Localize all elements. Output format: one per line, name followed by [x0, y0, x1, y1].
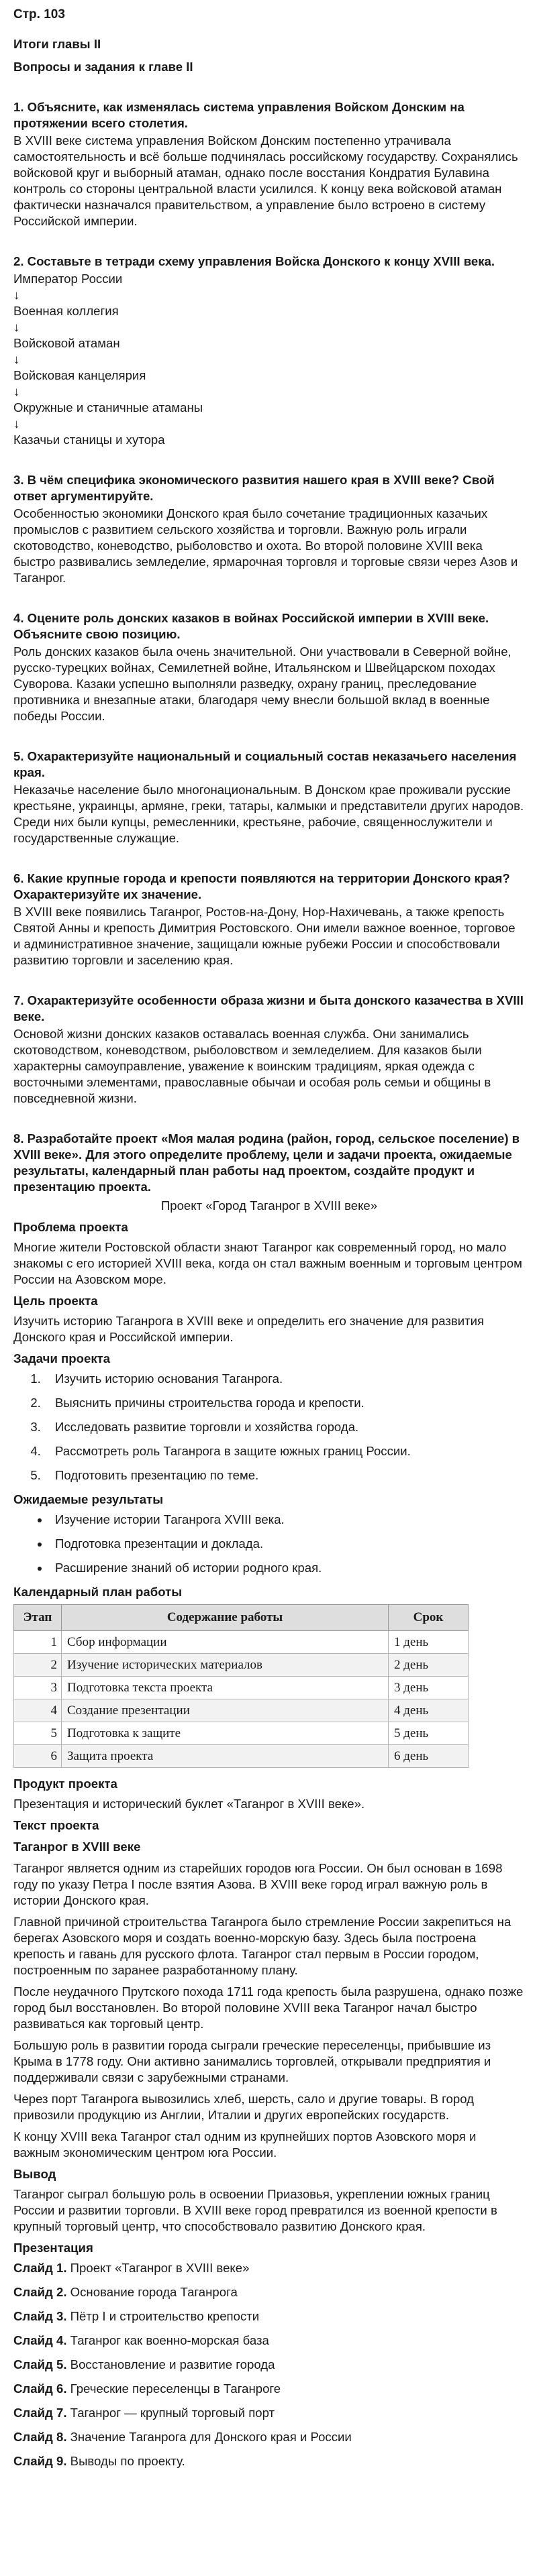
scheme-item: Войсковой атаман	[13, 336, 120, 350]
list-item: Расширение знаний об истории родного края.	[44, 1560, 525, 1576]
scheme-item: Военная коллегия	[13, 304, 119, 318]
answer-1: В XVIII веке система управления Войском Донским постепенно утрачивала самостоятельность и всё больше подчинялась российскому государству. Сохранялись войсковой круг и выборный атаман, однако после восстания Кондратия Булавина контроль со стороны центральной власти усилился. К концу века войсковой атаман фактически назначался правительством, а управление было встроено в систему Российской империи.	[13, 133, 518, 228]
slide-item	[13, 2453, 525, 2469]
goal-heading: Цель проекта	[13, 1294, 98, 1308]
tasks-heading: Задачи проекта	[13, 1351, 111, 1365]
list-item: 4. Рассмотреть роль Таганрога в защите южных границ России.	[44, 1443, 525, 1459]
down-arrow-icon: ↓	[13, 352, 20, 366]
chapter-title: Итоги главы II	[13, 37, 101, 51]
slide-text: Значение Таганрога для Донского края и России	[66, 2430, 352, 2444]
slide-text: Пётр I и строительство крепости	[66, 2309, 260, 2323]
term-cell: 6 день	[389, 1745, 469, 1768]
term-cell: 1 день	[389, 1631, 469, 1654]
slide-item	[13, 2405, 525, 2421]
scheme-item: Император России	[13, 272, 123, 286]
project-paragraph: Через порт Таганрога вывозились хлеб, шерсть, сало и другие товары. В город привозили продукцию из Англии, Италии и других европейских государств.	[13, 2092, 474, 2122]
stage-cell: 3	[14, 1677, 62, 1699]
slide-text: Таганрог — крупный торговый порт	[66, 2406, 275, 2420]
column-header: Этап	[14, 1605, 62, 1631]
column-header: Содержание работы	[62, 1605, 389, 1631]
slide-item	[13, 2284, 525, 2300]
conclusion-heading: Вывод	[13, 2167, 56, 2181]
page-number: Стр. 103	[13, 7, 65, 21]
table-row	[14, 1677, 469, 1699]
tasks-list	[13, 1371, 525, 1483]
stage-cell: 4	[14, 1699, 62, 1722]
slide-text: Таганрог как военно-морская база	[66, 2333, 269, 2347]
project-paragraph: Большую роль в развитии города сыграли греческие переселенцы, прибывшие из Крыма в 1778 году. Они активно занимались торговлей, открывали предприятия и поддерживали связи с зарубежными странами.	[13, 2038, 491, 2084]
column-header: Срок	[389, 1605, 469, 1631]
list-item: 5. Подготовить презентацию по теме.	[44, 1467, 525, 1483]
question-5: 5. Охарактеризуйте национальный и социальный состав неказачьего населения края.	[13, 749, 517, 779]
answer-3: Особенностью экономики Донского края было сочетание традиционных казачьих промыслов с развитием сельского хозяйства и торговли. Важную роль играли скотоводство, коневодство, рыболовство и охота. Во второй половине XVIII века быстро развивались земледелие, ярмарочная торговля и торговые связи через Азов и Таганрог.	[13, 506, 518, 585]
problem-heading: Проблема проекта	[13, 1220, 128, 1234]
slide-label: Слайд 3.	[13, 2309, 67, 2323]
answer-4: Роль донских казаков была очень значительной. Они участвовали в Северной войне, русско-турецких войнах, Семилетней войне, Итальянском и Швейцарском походах Суворова. Казаки успешно выполняли разведку, охрану границ, преследование противника и внезапные атаки, благодаря чему внесли большой вклад в военные победы России.	[13, 645, 511, 723]
plan-table	[13, 1604, 469, 1768]
list-item: Подготовка презентации и доклада.	[44, 1536, 525, 1552]
slide-label: Слайд 2.	[13, 2285, 67, 2299]
slide-item	[13, 2260, 525, 2276]
slide-text: Восстановление и развитие города	[66, 2357, 275, 2371]
slide-label: Слайд 1.	[13, 2261, 67, 2275]
answer-7: Основой жизни донских казаков оставалась военная служба. Они занимались скотоводством, коневодством, рыболовством и земледелием. Для казаков были характерны самоуправление, уважение к воинским традициям, яркая одежда с восточными элементами, православные обычаи и особая роль семьи и общины в повседневной жизни.	[13, 1027, 491, 1105]
slide-text: Основание города Таганрога	[66, 2285, 238, 2299]
scheme-item: Окружные и станичные атаманы	[13, 400, 203, 414]
question-7: 7. Охарактеризуйте особенности образа жизни и быта донского казачества в XVIII веке.	[13, 993, 524, 1023]
slide-item	[13, 2429, 525, 2445]
slide-label: Слайд 4.	[13, 2333, 67, 2347]
scheme-item: Войсковая канцелярия	[13, 368, 146, 382]
slide-label: Слайд 5.	[13, 2357, 67, 2371]
project-title: Проект «Город Таганрог в XVIII веке»	[160, 1198, 378, 1213]
question-3: 3. В чём специфика экономического развития нашего края в XVIII веке? Свой ответ аргументируйте.	[13, 473, 495, 503]
question-2: 2. Составьте в тетради схему управления Войска Донского к концу XVIII века.	[13, 254, 495, 268]
results-list	[13, 1512, 525, 1576]
content-cell: Подготовка текста проекта	[62, 1677, 389, 1699]
list-item: 1. Изучить историю основания Таганрога.	[44, 1371, 525, 1387]
goal-text: Изучить историю Таганрога в XVIII веке и определить его значение для развития Донского края и Российской империи.	[13, 1314, 485, 1344]
product-heading: Продукт проекта	[13, 1777, 117, 1791]
project-paragraph: Главной причиной строительства Таганрога было стремление России закрепиться на берегах Азовского моря и создать военно-морскую базу. Здесь была построена крепость и гавань для русского флота. Таганрог стал первым в России городом, построенным по заранее разработанному плану.	[13, 1915, 511, 1977]
stage-cell: 1	[14, 1631, 62, 1654]
slide-label: Слайд 9.	[13, 2454, 67, 2468]
conclusion-text: Таганрог сыграл большую роль в освоении Приазовья, укреплении южных границ России и развитии торговли. В XVIII веке город превратился из военной крепости в крупный торговый центр, что способствовало развитию Донского края.	[13, 2187, 497, 2233]
project-paragraph: К концу XVIII века Таганрог стал одним из крупнейших портов Азовского моря и важным экономическим центром юга России.	[13, 2129, 477, 2160]
slide-item	[13, 2357, 525, 2373]
presentation-heading: Презентация	[13, 2241, 93, 2255]
term-cell: 2 день	[389, 1654, 469, 1677]
product-text: Презентация и исторический буклет «Таганрог в XVIII веке».	[13, 1797, 365, 1811]
question-1: 1. Объясните, как изменялась система управления Войском Донским на протяжении всего столетия.	[13, 100, 465, 130]
down-arrow-icon: ↓	[13, 320, 20, 334]
term-cell: 4 день	[389, 1699, 469, 1722]
stage-cell: 5	[14, 1722, 62, 1745]
stage-cell: 6	[14, 1745, 62, 1768]
content-cell: Подготовка к защите	[62, 1722, 389, 1745]
slide-text: Проект «Таганрог в XVIII веке»	[66, 2261, 250, 2275]
results-heading: Ожидаемые результаты	[13, 1492, 164, 1506]
slide-text: Греческие переселенцы в Таганроге	[66, 2382, 281, 2396]
project-paragraph: После неудачного Прутского похода 1711 года крепость была разрушена, однако позже город был восстановлен. Во второй половине XVIII века Таганрог начал быстро развиваться как торговый центр.	[13, 1984, 524, 2031]
text-subheading: Таганрог в XVIII веке	[13, 1840, 141, 1854]
question-4: 4. Оцените роль донских казаков в войнах Российской империи в XVIII веке. Объясните свою позицию.	[13, 611, 489, 641]
table-row	[14, 1699, 469, 1722]
table-header-row	[14, 1605, 469, 1631]
slide-text: Выводы по проекту.	[66, 2454, 185, 2468]
scheme-item: Казачьи станицы и хутора	[13, 433, 165, 447]
project-paragraph: Таганрог является одним из старейших городов юга России. Он был основан в 1698 году по указу Петра I после взятия Азова. В XVIII веке город играл важную роль в истории Донского края.	[13, 1861, 503, 1907]
text-heading: Текст проекта	[13, 1818, 99, 1832]
slide-label: Слайд 6.	[13, 2382, 67, 2396]
list-item: Изучение истории Таганрога XVIII века.	[44, 1512, 525, 1528]
table-row	[14, 1745, 469, 1768]
question-6: 6. Какие крупные города и крепости появляются на территории Донского края? Охарактеризуйте их значение.	[13, 871, 510, 901]
content-cell: Сбор информации	[62, 1631, 389, 1654]
answer-5: Неказачье население было многонациональным. В Донском крае проживали русские крестьяне, украинцы, армяне, греки, татары, калмыки и представители других народов. Среди них были купцы, ремесленники, крестьяне, рабочие, священнослужители и государственные служащие.	[13, 783, 524, 845]
plan-heading: Календарный план работы	[13, 1585, 183, 1599]
content-cell: Создание презентации	[62, 1699, 389, 1722]
term-cell: 5 день	[389, 1722, 469, 1745]
term-cell: 3 день	[389, 1677, 469, 1699]
slide-item	[13, 2381, 525, 2397]
table-row	[14, 1722, 469, 1745]
answer-6: В XVIII веке появились Таганрог, Ростов-на-Дону, Нор-Нахичевань, а также крепость Святой Анны и крепость Димитрия Ростовского. Они имели важное военное, торговое и административное значение, защищали южные рубежи России и способствовали развитию торговли и заселению края.	[13, 905, 516, 967]
table-row	[14, 1631, 469, 1654]
slide-label: Слайд 8.	[13, 2430, 67, 2444]
slide-item	[13, 2308, 525, 2325]
list-item: 3. Исследовать развитие торговли и хозяйства города.	[44, 1419, 525, 1435]
problem-text: Многие жители Ростовской области знают Таганрог как современный город, но мало знакомы с его историей XVIII века, когда он стал важным военным и торговым центром России на Азовском море.	[13, 1240, 522, 1286]
content-cell: Защита проекта	[62, 1745, 389, 1768]
stage-cell: 2	[14, 1654, 62, 1677]
slide-item	[13, 2333, 525, 2349]
content-cell: Изучение исторических материалов	[62, 1654, 389, 1677]
slide-label: Слайд 7.	[13, 2406, 67, 2420]
question-8: 8. Разработайте проект «Моя малая родина (район, город, сельское поселение) в XVIII веке». Для этого определите проблему, цели и задачи проекта, ожидаемые результаты, календарный план работы над проектом, создайте продукт и презентацию проекта.	[13, 1131, 520, 1194]
section-title: Вопросы и задания к главе II	[13, 60, 193, 74]
down-arrow-icon: ↓	[13, 416, 20, 431]
down-arrow-icon: ↓	[13, 384, 20, 398]
list-item: 2. Выяснить причины строительства города и крепости.	[44, 1395, 525, 1411]
table-row	[14, 1654, 469, 1677]
down-arrow-icon: ↓	[13, 288, 20, 302]
